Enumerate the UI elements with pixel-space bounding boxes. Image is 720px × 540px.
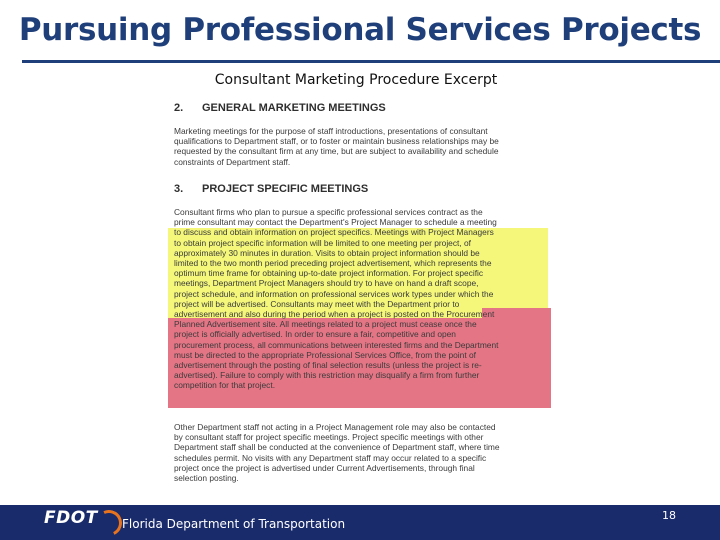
text-line: advertisement through the posting of final selection results (unless the project is re- <box>174 360 482 371</box>
fdot-logo: FDOT <box>44 508 98 528</box>
text-line: qualifications to Department staff, or to foster or maintain business relationships may be <box>174 136 499 147</box>
section-3-title: PROJECT SPECIFIC MEETINGS <box>202 183 369 195</box>
closing-paragraph <box>174 422 548 483</box>
organization-name: Florida Department of Transportation <box>122 517 346 531</box>
text-line: Planned Advertisement site. All meetings related to a project must cease once the <box>174 319 477 330</box>
text-line: prime consultant may contact the Department's Project Manager to schedule a meeting <box>174 217 497 228</box>
text-line: Consultant firms who plan to pursue a specific professional services contract as the <box>174 207 483 217</box>
page-number: 18 <box>662 509 676 522</box>
text-line: to discuss and obtain information on project specifics. Meetings with Project Managers <box>174 227 494 238</box>
text-line: Department staff shall be conducted at the convenience of Department staff, where time <box>174 442 500 453</box>
text-line: project schedule, and information on professional services work types under which the <box>174 288 494 299</box>
text-line: selection posting. <box>174 473 239 484</box>
text-line: Other Department staff not acting in a Project Management role may also be contacted <box>174 422 496 432</box>
section-3-heading <box>174 183 368 195</box>
section-2-title: GENERAL MARKETING MEETINGS <box>202 102 386 114</box>
text-line: limited to the two month period preceding project advertisement, which represents the <box>174 258 492 269</box>
text-line: to obtain project specific information will be limited to one meeting per project, of <box>174 237 471 248</box>
section-2-number: 2. <box>174 102 184 114</box>
title-underline <box>22 60 720 63</box>
text-line: optimum time frame for obtaining up-to-date project information. For project specific <box>174 268 484 279</box>
text-line: must be directed to the appropriate Professional Services Office, from the point of <box>174 349 476 360</box>
text-line: requested by the consultant firm at any time, but are subject to availability and schedule <box>174 146 499 157</box>
slide-title: Pursuing Professional Services Projects <box>18 12 702 48</box>
text-line: project will be advertised. Consultants may meet with the Department prior to <box>174 298 460 309</box>
procedure-excerpt-image <box>168 96 554 496</box>
text-line: schedules permit. No visits with any Department staff may occur related to a specific <box>174 452 487 463</box>
text-line: advertised). Failure to comply with this restriction may disqualify a firm from further <box>174 370 480 381</box>
section-3-number: 3. <box>174 183 184 195</box>
section-3-paragraph <box>174 207 548 391</box>
section-2-heading <box>174 102 386 114</box>
text-line: constraints of Department staff. <box>174 156 291 167</box>
text-line: procurement process, all communications between interested firms and the Department <box>174 339 499 350</box>
text-line: Marketing meetings for the purpose of staff introductions, presentations of consultant <box>174 126 488 136</box>
text-line: competition for that project. <box>174 380 276 391</box>
text-line: project is officially advertised. In order to ensure a fair, competitive and open <box>174 329 456 340</box>
section-2-paragraph <box>174 126 548 167</box>
excerpt-caption: Consultant Marketing Procedure Excerpt <box>214 72 498 88</box>
text-line: meetings, Department Project Managers should try to have on hand a draft scope, <box>174 278 479 289</box>
text-line: by consultant staff for project specific meetings. Project specific meetings with other <box>174 432 484 443</box>
text-line: project once the project is advertised under Current Advertisements, through final <box>174 462 475 473</box>
text-line: approximately 30 minutes in duration. Visits to obtain project information should be <box>174 247 480 258</box>
text-line: advertisement and also during the period when a project is posted on the Procurement <box>174 309 495 320</box>
